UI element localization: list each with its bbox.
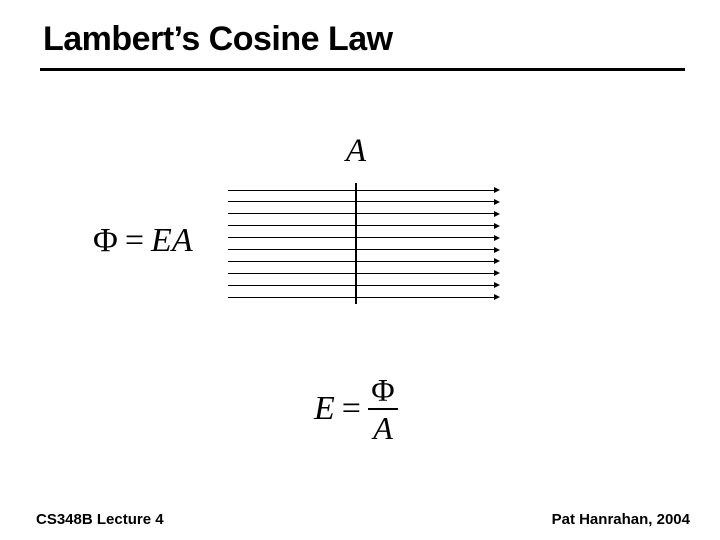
arrowhead-icon bbox=[494, 270, 500, 276]
ray-line bbox=[228, 297, 494, 298]
ray-line bbox=[228, 261, 494, 262]
light-ray bbox=[228, 198, 500, 205]
slide-title: Lambert’s Cosine Law bbox=[43, 20, 393, 58]
arrowhead-icon bbox=[494, 211, 500, 217]
formula-irradiance bbox=[314, 372, 398, 446]
ray-line bbox=[228, 201, 494, 202]
arrowhead-icon bbox=[494, 282, 500, 288]
light-ray bbox=[228, 234, 500, 241]
footer-course-label: CS348B Lecture 4 bbox=[36, 511, 164, 528]
light-ray bbox=[228, 222, 500, 229]
title-underline bbox=[40, 68, 685, 71]
arrowhead-icon bbox=[494, 294, 500, 300]
surface-line bbox=[355, 183, 357, 304]
arrowhead-icon bbox=[494, 187, 500, 193]
surface-area-label: A bbox=[345, 133, 367, 169]
formula-flux bbox=[93, 224, 193, 258]
arrowhead-icon bbox=[494, 258, 500, 264]
flux-rhs: EA bbox=[151, 222, 193, 259]
arrowhead-icon bbox=[494, 199, 500, 205]
light-ray bbox=[228, 270, 500, 277]
irradiance-symbol: E bbox=[314, 390, 335, 427]
arrowhead-icon bbox=[494, 223, 500, 229]
equals-sign: = bbox=[341, 390, 361, 427]
fraction-numerator: Φ bbox=[371, 372, 395, 408]
footer-author-label: Pat Hanrahan, 2004 bbox=[551, 511, 690, 528]
light-ray bbox=[228, 282, 500, 289]
ray-line bbox=[228, 237, 494, 238]
light-ray bbox=[228, 210, 500, 217]
ray-line bbox=[228, 249, 494, 250]
light-ray bbox=[228, 187, 500, 194]
flux-symbol: Φ bbox=[93, 222, 118, 259]
equals-sign: = bbox=[124, 222, 145, 259]
fraction-denominator: A bbox=[373, 410, 393, 446]
light-rays bbox=[228, 187, 500, 301]
arrowhead-icon bbox=[494, 247, 500, 253]
light-ray bbox=[228, 246, 500, 253]
light-ray bbox=[228, 294, 500, 301]
ray-line bbox=[228, 225, 494, 226]
ray-line bbox=[228, 213, 494, 214]
fraction bbox=[368, 372, 398, 446]
ray-line bbox=[228, 190, 494, 191]
light-ray bbox=[228, 258, 500, 265]
ray-line bbox=[228, 285, 494, 286]
ray-line bbox=[228, 273, 494, 274]
arrowhead-icon bbox=[494, 235, 500, 241]
